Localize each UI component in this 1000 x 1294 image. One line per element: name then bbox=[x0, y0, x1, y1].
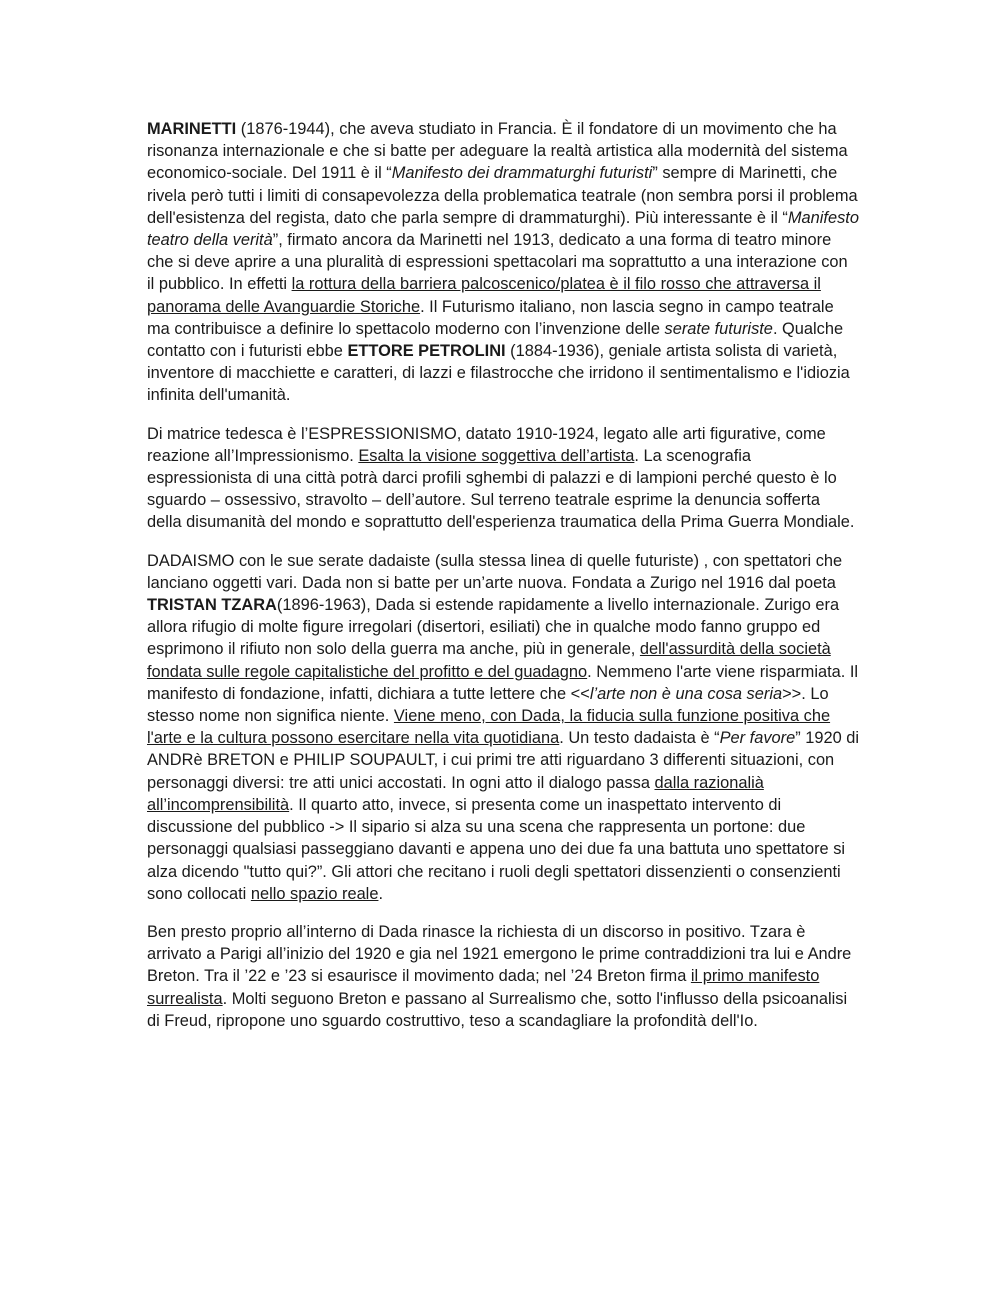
paragraph-futurismo bbox=[147, 118, 859, 407]
text-run: ”, firmato ancora da Marinetti nel 1913, dedicato a una forma di teatro minore che si deve aprire a una pluralità di espressioni spettacolari ma soprattutto a una interazione con il pubblico. In effetti bbox=[147, 231, 848, 294]
italic-text: Per favore bbox=[719, 729, 796, 748]
text-run: . bbox=[378, 884, 384, 903]
text-run: . Un testo dadaista è “ bbox=[559, 729, 720, 748]
underlined-text: Viene meno, con Dada, la fiducia sulla funzione positiva che l'arte e la cultura possono esercitare nella vita quotidiana bbox=[147, 707, 831, 748]
text-run: ” 1920 di ANDRè BRETON e PHILIP SOUPAULT, i cui primi tre atti riguardano 3 differenti situazioni, con personaggi diversi: tre atti unici accostati. In ogni atto il dialogo passa bbox=[147, 729, 860, 792]
document-page bbox=[147, 118, 859, 1048]
italic-text: serate futuriste bbox=[664, 319, 773, 338]
underlined-text: dalla razionalià all’incomprensibilità bbox=[147, 773, 764, 814]
text-run: . Il quarto atto, invece, si presenta come un inaspettato intervento di discussione del pubblico -> Il sipario si alza su una scena che rappresenta un portone: due personaggi qualsiasi passeggiano davanti e appena uno dei due fa una battuta uno spettatore si alza dicendo "tutto qui?”. Gli attori che recitano i ruoli degli spettatori dissenzienti o consenzienti sono collocati bbox=[147, 795, 846, 903]
bold-text: TRISTAN TZARA bbox=[147, 596, 277, 615]
underlined-text: la rottura della barriera palcoscenico/platea è il filo rosso che attraversa il panorama delle Avanguardie Storiche bbox=[147, 275, 821, 316]
text-run: Ben presto proprio all’interno di Dada rinasce la richiesta di un discorso in positivo. Tzara è arrivato a Parigi all’inizio del 1920 e gia nel 1921 emergono le prime contraddizioni tra lui e Andre Breton. Tra il ’22 e ’23 si esaurisce il movimento dada; nel ’24 Breton firma bbox=[147, 922, 852, 986]
text-run: (1884-1936), geniale artista solista di varietà, inventore di macchiette e caratteri, di lazzi e filastrocche che irridono il sentimentalismo e l'idiozia infinita dell'umanità. bbox=[147, 342, 850, 405]
text-run: (1896-1963), Dada si estende rapidamente a livello internazionale. Zurigo era allora rifugio di molte figure irregolari (disertori, esiliati) che in qualche modo fanno gruppo ed esprimono il rifiuto non solo della guerra ma anche, più in generale, bbox=[147, 596, 840, 659]
text-run: >>. Lo stesso nome non significa niente. bbox=[147, 684, 829, 726]
underlined-text: dell'assurdità della società fondata sulle regole capitalistiche del profitto e del guadagno bbox=[147, 640, 831, 681]
italic-text: Manifesto teatro della verità bbox=[147, 208, 859, 250]
italic-text: Manifesto dei drammaturghi futuristi bbox=[391, 164, 653, 183]
text-run: . Il Futurismo italiano, non lascia segno in campo teatrale ma contribuisce a definire lo spettacolo moderno con l’invenzione delle bbox=[147, 297, 834, 338]
paragraph-espressionismo bbox=[147, 423, 859, 534]
underlined-text: il primo manifesto surrealista bbox=[147, 967, 820, 1008]
text-run: . Molti seguono Breton e passano al Surrealismo che, sotto l'influsso della psicoanalisi di Freud, ripropone uno sguardo costruttivo, teso a scandagliare la profondità dell'Io. bbox=[147, 989, 848, 1030]
bold-text: ETTORE PETROLINI bbox=[347, 342, 506, 361]
text-run: . Qualche contatto con i futuristi ebbe bbox=[147, 319, 844, 361]
underlined-text: nello spazio reale bbox=[250, 884, 379, 903]
text-run: . La scenografia espressionista di una città potrà darci profili sghembi di palazzi e di lampioni perché questo è lo sguardo – ossessivo, stravolto – dell’autore. Sul terreno teatrale esprime la denuncia sofferta della disumanità del mondo e soprattutto dell'esperienza traumatica della Prima Guerra Mondiale. bbox=[147, 446, 855, 532]
italic-text: l’arte non è una cosa seria bbox=[589, 684, 783, 703]
text-run: ” sempre di Marinetti, che rivela però tutti i limiti di consapevolezza della problematica teatrale (non sembra porsi il problema dell'esistenza del regista, dato che parla sempre di drammaturghi). Più interessante è il “ bbox=[147, 164, 858, 227]
text-run: Di matrice tedesca è l’ESPRESSIONISMO, datato 1910-1924, legato alle arti figurative, come reazione all’Impressionismo. bbox=[147, 424, 826, 465]
underlined-text: Esalta la visione soggettiva dell’artista bbox=[358, 446, 635, 465]
text-run: (1876-1944), che aveva studiato in Francia. È il fondatore di un movimento che ha risonanza internazionale e che si batte per adeguare la realtà artistica alla modernità del sistema economico-sociale. Del 1911 è il “ bbox=[147, 120, 848, 183]
bold-text: MARINETTI bbox=[147, 120, 237, 138]
paragraph-dadaismo bbox=[147, 550, 859, 905]
paragraph-surrealismo bbox=[147, 921, 859, 1032]
text-run: DADAISMO con le sue serate dadaiste (sulla stessa linea di quelle futuriste) , con spettatori che lanciano oggetti vari. Dada non si batte per un’arte nuova. Fondata a Zurigo nel 1916 dal poeta bbox=[147, 551, 843, 592]
text-run: . Nemmeno l'arte viene risparmiata. Il manifesto di fondazione, infatti, dichiara a tutte lettere che << bbox=[147, 662, 859, 703]
